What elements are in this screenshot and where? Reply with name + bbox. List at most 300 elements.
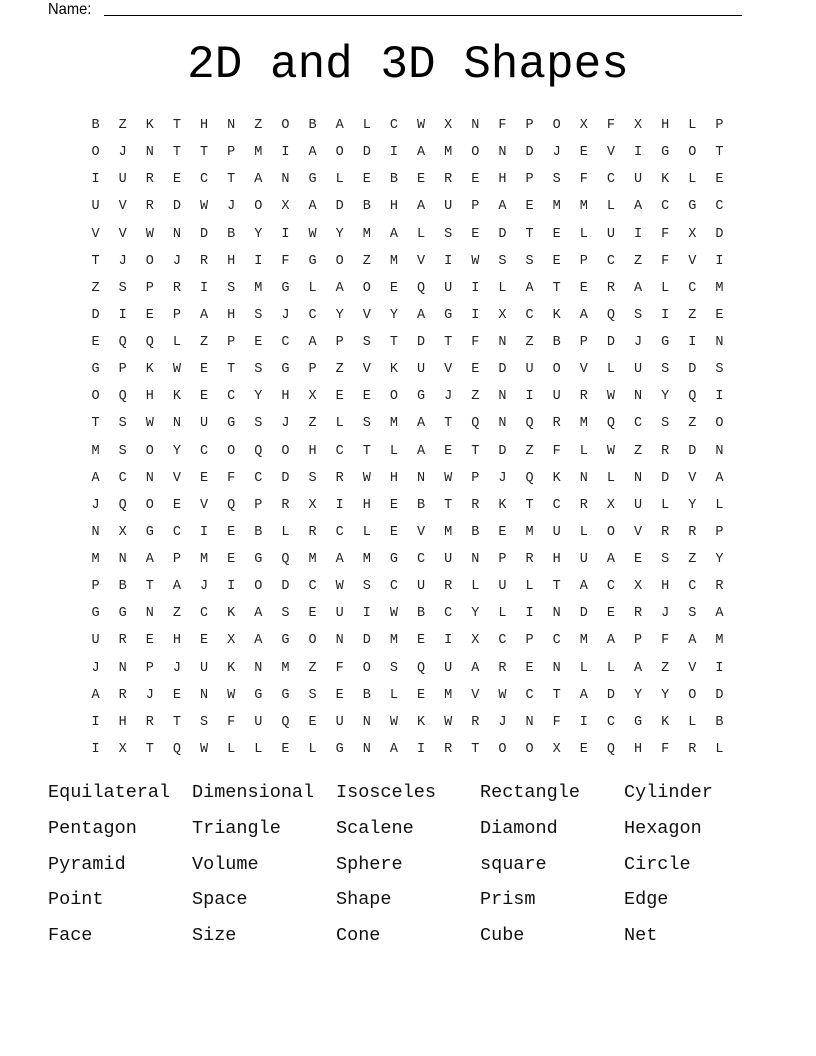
grid-letter[interactable]: T <box>552 687 561 703</box>
grid-letter[interactable]: N <box>715 443 724 459</box>
grid-letter[interactable]: P <box>254 497 263 513</box>
grid-letter[interactable]: L <box>661 497 670 513</box>
grid-letter[interactable]: F <box>281 253 290 269</box>
grid-letter[interactable]: C <box>416 552 426 568</box>
grid-letter[interactable]: Z <box>525 443 534 459</box>
grid-letter[interactable]: L <box>498 280 507 296</box>
grid-letter[interactable]: P <box>227 145 236 161</box>
grid-letter[interactable]: I <box>444 633 453 649</box>
grid-letter[interactable]: C <box>199 606 209 622</box>
grid-letter[interactable]: C <box>389 579 398 595</box>
grid-letter[interactable]: O <box>281 443 290 459</box>
grid-letter[interactable]: N <box>498 389 507 405</box>
grid-letter[interactable]: N <box>172 226 181 242</box>
grid-letter[interactable]: M <box>444 687 453 703</box>
grid-letter[interactable]: O <box>552 118 561 133</box>
grid-letter[interactable]: H <box>199 118 209 133</box>
grid-letter[interactable]: E <box>199 470 209 486</box>
grid-letter[interactable]: I <box>199 524 209 540</box>
grid-letter[interactable]: L <box>308 741 317 757</box>
grid-letter[interactable]: G <box>281 687 290 703</box>
grid-letter[interactable]: O <box>688 687 697 703</box>
grid-letter[interactable]: O <box>688 145 697 161</box>
grid-letter[interactable]: C <box>199 443 209 459</box>
grid-letter[interactable]: U <box>552 524 561 540</box>
grid-letter[interactable]: N <box>335 633 344 649</box>
grid-letter[interactable]: U <box>91 633 100 649</box>
grid-letter[interactable]: O <box>227 443 236 459</box>
grid-letter[interactable]: K <box>498 497 507 513</box>
grid-letter[interactable]: N <box>715 335 724 351</box>
grid-letter[interactable]: E <box>199 633 209 649</box>
grid-letter[interactable]: J <box>281 416 290 432</box>
grid-letter[interactable]: Q <box>525 416 534 432</box>
grid-letter[interactable]: A <box>525 280 534 296</box>
grid-letter[interactable]: U <box>335 714 344 730</box>
grid-letter[interactable]: A <box>634 199 643 215</box>
grid-letter[interactable]: T <box>444 335 453 351</box>
grid-letter[interactable]: D <box>172 199 181 215</box>
grid-letter[interactable]: L <box>281 524 290 540</box>
grid-letter[interactable]: S <box>688 606 697 622</box>
grid-letter[interactable]: X <box>308 389 317 405</box>
grid-letter[interactable]: Y <box>661 389 670 405</box>
grid-letter[interactable]: P <box>145 280 154 296</box>
grid-letter[interactable]: A <box>579 307 588 323</box>
grid-letter[interactable]: Z <box>634 443 643 459</box>
grid-letter[interactable]: A <box>254 172 263 188</box>
grid-letter[interactable]: R <box>579 497 588 513</box>
grid-letter[interactable]: Z <box>335 362 344 378</box>
grid-letter[interactable]: H <box>552 552 561 568</box>
grid-letter[interactable]: G <box>308 253 317 269</box>
grid-letter[interactable]: E <box>444 443 453 459</box>
grid-letter[interactable]: E <box>715 172 724 188</box>
grid-letter[interactable]: E <box>389 497 398 513</box>
grid-letter[interactable]: S <box>281 606 290 622</box>
grid-letter[interactable]: K <box>227 606 236 622</box>
grid-letter[interactable]: I <box>444 253 453 269</box>
grid-letter[interactable]: R <box>688 741 697 757</box>
grid-letter[interactable]: L <box>688 172 697 188</box>
grid-letter[interactable]: Z <box>91 280 100 296</box>
grid-letter[interactable]: L <box>498 606 507 622</box>
grid-letter[interactable]: N <box>118 552 127 568</box>
grid-letter[interactable]: O <box>281 118 290 133</box>
grid-letter[interactable]: H <box>172 633 181 649</box>
grid-letter[interactable]: F <box>471 335 480 351</box>
grid-letter[interactable]: Q <box>606 741 616 757</box>
grid-letter[interactable]: N <box>471 118 480 133</box>
grid-letter[interactable]: S <box>661 362 670 378</box>
grid-letter[interactable]: N <box>145 606 154 622</box>
grid-letter[interactable]: V <box>444 362 453 378</box>
grid-letter[interactable]: R <box>444 579 453 595</box>
grid-letter[interactable]: W <box>444 714 453 730</box>
grid-letter[interactable]: Q <box>118 389 127 405</box>
grid-letter[interactable]: C <box>525 687 534 703</box>
grid-letter[interactable]: G <box>281 633 290 649</box>
grid-letter[interactable]: S <box>389 660 398 676</box>
grid-letter[interactable]: X <box>552 741 561 757</box>
grid-letter[interactable]: A <box>498 199 507 215</box>
grid-letter[interactable]: D <box>335 199 344 215</box>
grid-letter[interactable]: J <box>199 579 209 595</box>
grid-letter[interactable]: V <box>634 524 643 540</box>
grid-letter[interactable]: I <box>715 660 724 676</box>
grid-letter[interactable]: E <box>199 362 209 378</box>
grid-letter[interactable]: I <box>661 307 670 323</box>
grid-letter[interactable]: A <box>416 443 426 459</box>
grid-letter[interactable]: O <box>471 145 480 161</box>
grid-letter[interactable]: G <box>145 524 154 540</box>
grid-letter[interactable]: J <box>498 470 507 486</box>
grid-letter[interactable]: G <box>254 552 263 568</box>
grid-letter[interactable]: X <box>471 633 480 649</box>
grid-letter[interactable]: E <box>416 633 426 649</box>
grid-letter[interactable]: I <box>471 307 480 323</box>
grid-letter[interactable]: E <box>552 253 561 269</box>
grid-letter[interactable]: O <box>525 741 534 757</box>
grid-letter[interactable]: X <box>118 524 127 540</box>
grid-letter[interactable]: W <box>172 362 181 378</box>
grid-letter[interactable]: S <box>199 714 209 730</box>
grid-letter[interactable]: C <box>688 579 697 595</box>
grid-letter[interactable]: R <box>199 253 209 269</box>
grid-letter[interactable]: E <box>552 226 561 242</box>
grid-letter[interactable]: P <box>579 335 588 351</box>
grid-letter[interactable]: S <box>715 362 724 378</box>
grid-letter[interactable]: H <box>227 253 236 269</box>
grid-letter[interactable]: N <box>471 552 480 568</box>
grid-letter[interactable]: H <box>389 470 398 486</box>
grid-letter[interactable]: R <box>661 443 670 459</box>
grid-letter[interactable]: Q <box>254 443 263 459</box>
grid-letter[interactable]: M <box>389 633 398 649</box>
grid-letter[interactable]: B <box>416 497 426 513</box>
grid-letter[interactable]: L <box>661 280 670 296</box>
grid-letter[interactable]: E <box>579 741 588 757</box>
grid-letter[interactable]: I <box>227 579 236 595</box>
grid-letter[interactable]: C <box>715 199 724 215</box>
grid-letter[interactable]: N <box>579 470 588 486</box>
grid-letter[interactable]: L <box>715 497 724 513</box>
grid-letter[interactable]: E <box>199 389 209 405</box>
grid-letter[interactable]: M <box>254 280 263 296</box>
grid-letter[interactable]: H <box>145 389 154 405</box>
grid-letter[interactable]: S <box>118 443 127 459</box>
grid-letter[interactable]: T <box>227 362 236 378</box>
grid-letter[interactable]: E <box>471 226 480 242</box>
grid-letter[interactable]: Q <box>606 416 616 432</box>
grid-letter[interactable]: G <box>281 280 290 296</box>
grid-letter[interactable]: W <box>416 118 426 133</box>
grid-letter[interactable]: A <box>579 579 588 595</box>
grid-letter[interactable]: U <box>444 552 453 568</box>
grid-letter[interactable]: M <box>362 226 371 242</box>
grid-letter[interactable]: N <box>281 172 290 188</box>
grid-letter[interactable]: Q <box>172 741 181 757</box>
grid-letter[interactable]: S <box>552 172 561 188</box>
grid-letter[interactable]: V <box>199 497 209 513</box>
grid-letter[interactable]: O <box>498 741 507 757</box>
grid-letter[interactable]: J <box>661 606 670 622</box>
grid-letter[interactable]: T <box>444 416 453 432</box>
grid-letter[interactable]: M <box>552 199 561 215</box>
grid-letter[interactable]: B <box>308 118 317 133</box>
grid-letter[interactable]: M <box>362 552 371 568</box>
grid-letter[interactable]: E <box>416 172 426 188</box>
grid-letter[interactable]: L <box>606 199 616 215</box>
grid-letter[interactable]: M <box>91 443 100 459</box>
grid-letter[interactable]: H <box>362 497 371 513</box>
grid-letter[interactable]: G <box>389 552 398 568</box>
grid-letter[interactable]: E <box>335 389 344 405</box>
grid-letter[interactable]: S <box>661 552 670 568</box>
grid-letter[interactable]: O <box>362 280 371 296</box>
grid-letter[interactable]: W <box>606 443 616 459</box>
grid-letter[interactable]: J <box>552 145 561 161</box>
grid-letter[interactable]: P <box>579 253 588 269</box>
grid-letter[interactable]: S <box>118 416 127 432</box>
grid-letter[interactable]: R <box>471 714 480 730</box>
grid-letter[interactable]: E <box>471 362 480 378</box>
grid-letter[interactable]: E <box>227 552 236 568</box>
grid-letter[interactable]: E <box>91 335 100 351</box>
grid-letter[interactable]: Y <box>254 389 263 405</box>
grid-letter[interactable]: A <box>308 145 317 161</box>
grid-letter[interactable]: V <box>471 687 480 703</box>
grid-letter[interactable]: T <box>715 145 724 161</box>
grid-letter[interactable]: Z <box>471 389 480 405</box>
grid-letter[interactable]: U <box>199 660 209 676</box>
grid-letter[interactable]: E <box>145 307 154 323</box>
grid-letter[interactable]: G <box>254 687 263 703</box>
grid-letter[interactable]: E <box>362 172 371 188</box>
grid-letter[interactable]: W <box>199 199 209 215</box>
grid-letter[interactable]: C <box>389 118 398 133</box>
grid-letter[interactable]: A <box>335 118 344 133</box>
grid-letter[interactable]: P <box>172 552 181 568</box>
grid-letter[interactable]: E <box>145 633 154 649</box>
grid-letter[interactable]: R <box>634 606 643 622</box>
grid-letter[interactable]: C <box>688 280 697 296</box>
grid-letter[interactable]: N <box>498 145 507 161</box>
grid-letter[interactable]: E <box>172 497 181 513</box>
grid-letter[interactable]: I <box>335 497 344 513</box>
grid-letter[interactable]: A <box>172 579 181 595</box>
grid-letter[interactable]: P <box>172 307 181 323</box>
grid-letter[interactable]: L <box>579 660 588 676</box>
grid-letter[interactable]: D <box>688 362 697 378</box>
grid-letter[interactable]: L <box>335 416 344 432</box>
grid-letter[interactable]: A <box>389 741 398 757</box>
grid-letter[interactable]: O <box>145 443 154 459</box>
grid-letter[interactable]: R <box>118 633 127 649</box>
grid-letter[interactable]: H <box>281 389 290 405</box>
grid-letter[interactable]: J <box>91 497 100 513</box>
grid-letter[interactable]: K <box>661 172 670 188</box>
grid-letter[interactable]: P <box>525 633 534 649</box>
grid-letter[interactable]: U <box>634 497 643 513</box>
grid-letter[interactable]: E <box>227 524 236 540</box>
grid-letter[interactable]: E <box>335 687 344 703</box>
grid-letter[interactable]: X <box>634 118 643 133</box>
grid-letter[interactable]: M <box>444 524 453 540</box>
grid-letter[interactable]: Q <box>227 497 236 513</box>
grid-letter[interactable]: S <box>118 280 127 296</box>
grid-letter[interactable]: C <box>199 172 209 188</box>
grid-letter[interactable]: L <box>715 741 724 757</box>
grid-letter[interactable]: I <box>254 253 263 269</box>
grid-letter[interactable]: R <box>145 199 154 215</box>
grid-letter[interactable]: J <box>634 335 643 351</box>
grid-letter[interactable]: L <box>362 118 371 133</box>
grid-letter[interactable]: R <box>471 497 480 513</box>
grid-letter[interactable]: Z <box>308 416 317 432</box>
grid-letter[interactable]: M <box>525 524 534 540</box>
grid-letter[interactable]: O <box>606 524 616 540</box>
grid-letter[interactable]: I <box>634 226 643 242</box>
grid-letter[interactable]: V <box>172 470 181 486</box>
grid-letter[interactable]: N <box>525 714 534 730</box>
grid-letter[interactable]: I <box>199 280 209 296</box>
grid-letter[interactable]: T <box>91 416 100 432</box>
grid-letter[interactable]: R <box>172 280 181 296</box>
grid-letter[interactable]: B <box>362 199 371 215</box>
grid-letter[interactable]: Y <box>172 443 181 459</box>
grid-letter[interactable]: U <box>444 199 453 215</box>
grid-letter[interactable]: T <box>471 741 480 757</box>
grid-letter[interactable]: M <box>579 199 588 215</box>
grid-letter[interactable]: E <box>525 199 534 215</box>
grid-letter[interactable]: G <box>308 172 317 188</box>
grid-letter[interactable]: Q <box>606 307 616 323</box>
grid-letter[interactable]: N <box>552 606 561 622</box>
grid-letter[interactable]: D <box>498 362 507 378</box>
grid-letter[interactable]: F <box>227 714 236 730</box>
grid-letter[interactable]: M <box>389 416 398 432</box>
grid-letter[interactable]: B <box>227 226 236 242</box>
grid-letter[interactable]: W <box>471 253 480 269</box>
grid-letter[interactable]: B <box>552 335 561 351</box>
grid-letter[interactable]: Y <box>389 307 398 323</box>
grid-letter[interactable]: W <box>145 226 154 242</box>
grid-letter[interactable]: V <box>606 145 616 161</box>
grid-letter[interactable]: P <box>525 172 534 188</box>
grid-letter[interactable]: F <box>335 660 344 676</box>
grid-letter[interactable]: C <box>308 307 317 323</box>
grid-letter[interactable]: S <box>254 362 263 378</box>
grid-letter[interactable]: L <box>335 172 344 188</box>
grid-letter[interactable]: Q <box>416 280 426 296</box>
grid-letter[interactable]: R <box>552 416 561 432</box>
grid-letter[interactable]: T <box>362 443 371 459</box>
grid-letter[interactable]: N <box>362 714 371 730</box>
grid-letter[interactable]: U <box>118 172 127 188</box>
grid-letter[interactable]: M <box>308 552 317 568</box>
grid-letter[interactable]: Y <box>661 687 670 703</box>
grid-letter[interactable]: J <box>172 660 181 676</box>
grid-letter[interactable]: E <box>416 687 426 703</box>
grid-letter[interactable]: C <box>634 416 643 432</box>
grid-letter[interactable]: J <box>118 145 127 161</box>
grid-letter[interactable]: A <box>416 145 426 161</box>
grid-letter[interactable]: L <box>254 741 263 757</box>
grid-letter[interactable]: I <box>688 335 697 351</box>
grid-letter[interactable]: Q <box>688 389 697 405</box>
grid-letter[interactable]: I <box>715 389 724 405</box>
grid-letter[interactable]: T <box>91 253 100 269</box>
grid-letter[interactable]: L <box>606 470 616 486</box>
grid-letter[interactable]: I <box>91 741 100 757</box>
grid-letter[interactable]: E <box>389 280 398 296</box>
grid-letter[interactable]: X <box>308 497 317 513</box>
grid-letter[interactable]: V <box>416 524 426 540</box>
grid-letter[interactable]: M <box>715 280 724 296</box>
grid-letter[interactable]: J <box>227 199 236 215</box>
grid-letter[interactable]: D <box>715 226 724 242</box>
grid-letter[interactable]: D <box>579 606 588 622</box>
grid-letter[interactable]: S <box>227 280 236 296</box>
grid-letter[interactable]: P <box>498 552 507 568</box>
grid-letter[interactable]: G <box>416 389 426 405</box>
grid-letter[interactable]: D <box>606 687 616 703</box>
grid-letter[interactable]: I <box>471 280 480 296</box>
grid-letter[interactable]: W <box>606 389 616 405</box>
grid-letter[interactable]: C <box>335 443 344 459</box>
grid-letter[interactable]: Q <box>281 714 290 730</box>
grid-letter[interactable]: O <box>389 389 398 405</box>
grid-letter[interactable]: R <box>498 660 507 676</box>
grid-letter[interactable]: M <box>715 633 724 649</box>
grid-letter[interactable]: K <box>552 470 561 486</box>
grid-letter[interactable]: R <box>335 470 344 486</box>
grid-letter[interactable]: D <box>91 307 100 323</box>
grid-letter[interactable]: A <box>634 660 643 676</box>
grid-letter[interactable]: C <box>606 579 616 595</box>
grid-letter[interactable]: F <box>661 633 670 649</box>
name-field[interactable] <box>48 0 95 18</box>
grid-letter[interactable]: A <box>199 307 209 323</box>
grid-letter[interactable]: U <box>525 362 534 378</box>
grid-letter[interactable]: I <box>91 714 100 730</box>
grid-letter[interactable]: Z <box>362 253 371 269</box>
grid-letter[interactable]: N <box>362 741 371 757</box>
grid-letter[interactable]: B <box>389 172 398 188</box>
grid-letter[interactable]: M <box>199 552 209 568</box>
grid-letter[interactable]: S <box>444 226 453 242</box>
grid-letter[interactable]: I <box>389 145 398 161</box>
grid-letter[interactable]: C <box>118 470 127 486</box>
grid-letter[interactable]: C <box>254 470 263 486</box>
grid-letter[interactable]: A <box>335 552 344 568</box>
grid-letter[interactable]: J <box>444 389 453 405</box>
grid-letter[interactable]: C <box>606 714 616 730</box>
grid-letter[interactable]: O <box>254 199 263 215</box>
grid-letter[interactable]: L <box>579 226 588 242</box>
grid-letter[interactable]: K <box>552 307 561 323</box>
grid-letter[interactable]: E <box>308 714 317 730</box>
grid-letter[interactable]: U <box>634 172 643 188</box>
grid-letter[interactable]: P <box>308 362 317 378</box>
grid-letter[interactable]: J <box>172 253 181 269</box>
grid-letter[interactable]: O <box>552 362 561 378</box>
grid-letter[interactable]: P <box>471 199 480 215</box>
grid-letter[interactable]: V <box>91 226 100 242</box>
grid-letter[interactable]: O <box>335 253 344 269</box>
grid-letter[interactable]: V <box>362 362 371 378</box>
